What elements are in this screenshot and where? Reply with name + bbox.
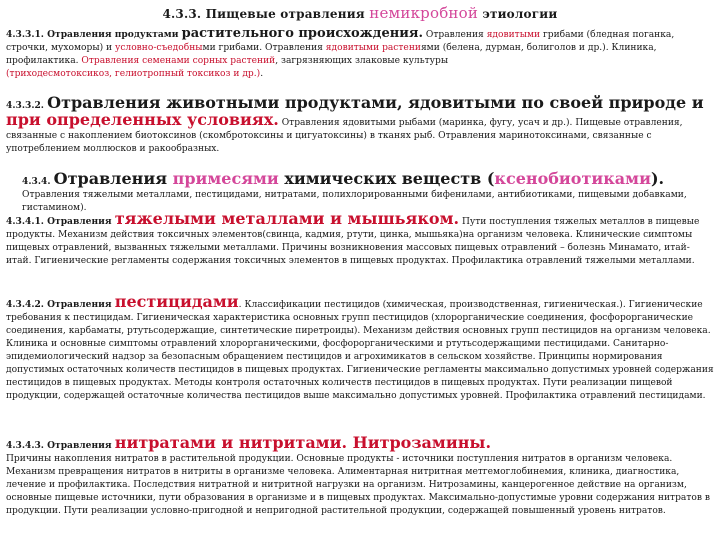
highlight-text: условно-съедобны	[114, 43, 203, 53]
body-text: , загрязняющих злаковые культуры	[275, 56, 449, 66]
section-heading: Отравления	[53, 169, 173, 188]
page-title	[0, 4, 720, 22]
section-heading: химических веществ (	[278, 169, 495, 188]
section-body: . Классификации пестицидов (химическая, производственная, гигиеническая.). Гигиенические требования к пестицидам. Гигиеническая характеристика основных групп пестицидов (хлорорганические соединения, фосфорорганические соединения, карбаматы, ртутьсодержащие, синтетические пиретроиды). Механизм действия основных групп пестицидов на организм человека. Клиника и основные симптомы отравлений хлорорганическими, фосфорорганическими и ртутьсодержащими пестицидами. Санитарно-эпидемиологический надзор за безопасным обращением пестицидов и агрохимикатов в сельском хозяйстве. Принципы нормирования допустимых остаточных количеств пестицидов в пищевых продуктах. Гигиенические регламенты максимально допустимых уровней содержания пестицидов в пищевых продуктах. Методы контроля остаточных количеств пестицидов в пищевых продуктах. Пути реализации пищевой продукции, содержащей остаточные количества пестицидов выше максимально допустимых уровней. Профилактика отравлений пестицидами.	[6, 300, 714, 401]
highlight-text: Отравления семенами сорных растений	[81, 56, 276, 66]
body-text: ми грибами. Отравления	[202, 43, 326, 53]
section-heading: Отравления животными продуктами, ядовитыми по своей природе и	[47, 93, 704, 112]
body-text: Отравления	[423, 30, 487, 40]
title-prefix: 4.3.3. Пищевые отравления	[162, 7, 370, 21]
section-heading-emphasis: ксенобиотиками	[494, 169, 651, 188]
section-heading-emphasis: при определенных условиях.	[6, 110, 279, 129]
section-body: Причины накопления нитратов в растительной продукции. Основные продукты - источники поступления нитратов в организм человека. Механизм превращения нитратов в нитриты в организме человека. Алиментарная нитритная метгемоглобинемия, клиника, диагностика, лечение и профилактика. Последствия нитратной и нитритной нагрузки на организм. Нитрозамины, канцерогенное действие на организм, основные пищевые источники, пути образования в организме и в пищевых продуктах. Максимально-допустимые уровни содержания нитратов в продукции. Пути реализации условно-пригодной и непригодной растительной продукции, содержащей повышенный уровень нитратов.	[6, 454, 710, 516]
section-body: Отравления ядовитыми рыбами (маринка, фугу, усач и др.). Пищевые отравления, связанные с накоплением биотоксинов (скомбротоксины и цигуатоксины) в тканях рыб. Отравления маринотоксинами, связанные с употреблением моллюсков и ракообразных.	[6, 118, 683, 154]
body-text: ями (белена, дурман, болиголов и др.). Клиника, профилактика.	[6, 43, 657, 66]
section-body: Отравления тяжелыми металлами, пестицидами, нитратами, полихлорированными бифенилами, антибиотиками, пищевыми добавками, гистамином).	[22, 190, 687, 213]
section-heading-emphasis: растительного происхождения.	[181, 26, 424, 41]
section-heading-emphasis: примесями	[172, 169, 279, 188]
highlight-text: ядовитыми	[486, 30, 541, 40]
section-heading-emphasis-2: Нитрозамины.	[347, 433, 492, 452]
section-4-3-3-2	[6, 93, 714, 156]
section-heading: ).	[650, 169, 665, 188]
title-suffix: этиологии	[478, 7, 558, 21]
section-number: 4.3.3.2.	[6, 100, 48, 111]
section-number: 4.3.4.	[22, 176, 54, 187]
section-4-3-4-1	[6, 209, 714, 268]
section-heading: 4.3.4.1. Отравления	[6, 216, 115, 227]
section-body: Пути поступления тяжелых металлов в пищевые продукты. Механизм действия токсичных элементов(свинца, кадмия, ртути, цинка, мышьяка)на организм человека. Клинические симптомы пищевых отравлений, вызванных тяжелыми металлами. Причины возникновения массовых пищевых отравлений – болезнь Минамато, итай-итай. Гигиенические регламенты содержания токсичных элементов в пищевых продуктах. Профилактика отравлений тяжелыми металлами.	[6, 217, 700, 266]
section-heading-emphasis: тяжелыми металлами и мышьяком.	[114, 209, 460, 228]
section-heading: 4.3.4.3. Отравления	[6, 440, 115, 451]
section-heading: 4.3.3.1. Отравления продуктами	[6, 29, 182, 40]
highlight-text: ядовитыми растени	[325, 43, 421, 53]
section-heading-emphasis: пестицидами	[114, 292, 239, 311]
body-text: .	[260, 69, 264, 79]
highlight-text: (триходесмотоксикоз, гелиотропный токсикоз и др.)	[6, 69, 261, 79]
section-heading: 4.3.4.2. Отравления	[6, 299, 115, 310]
section-4-3-3-1	[6, 27, 714, 81]
title-accent: немикробной	[369, 4, 479, 22]
body-text: грибами (бледная поганка, строчки, мухоморы) и	[6, 30, 675, 53]
section-heading-emphasis: нитратами и нитритами.	[114, 433, 348, 452]
section-4-3-4-3	[6, 433, 714, 518]
section-4-3-4-2	[6, 292, 714, 403]
